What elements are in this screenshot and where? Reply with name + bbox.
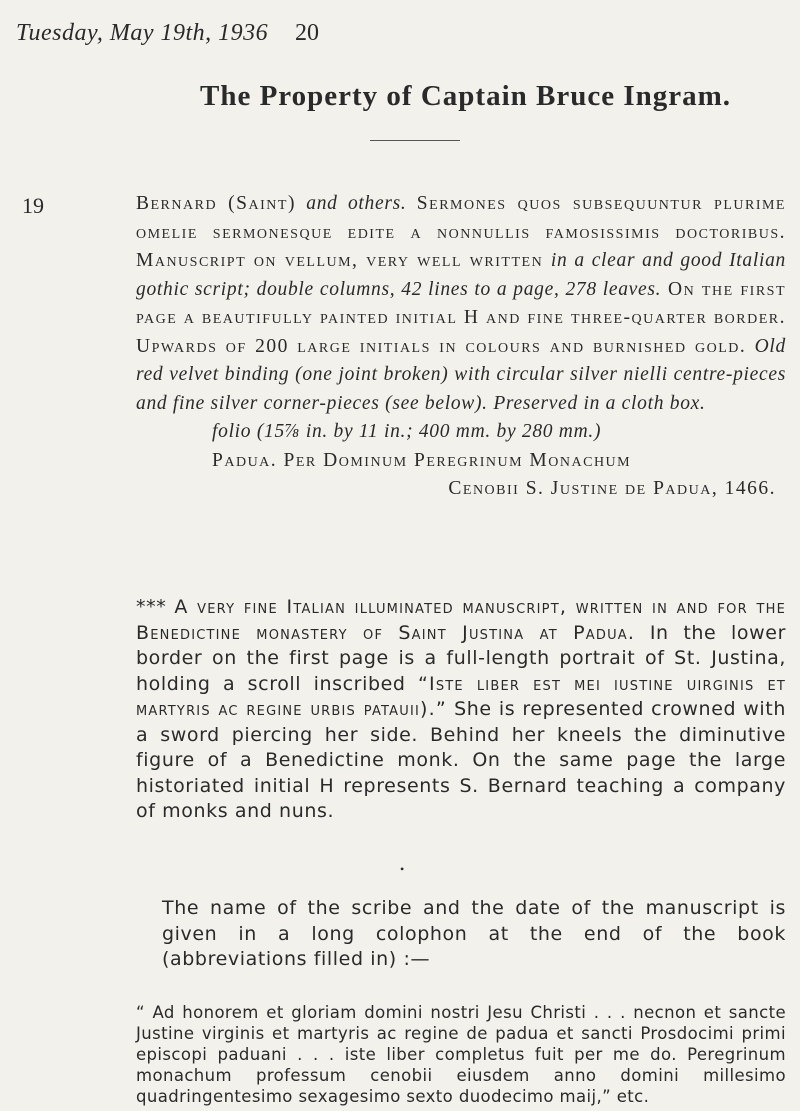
- description-body: In the lower border on the first page is a full-length portrait of St. Justina, holding a scroll inscribed: [136, 621, 786, 695]
- colophon-quote: “ Ad honorem et gloriam domini nostri Jesu Christi . . . necnon et sancte Justine virginis et martyris ac regine de padua et sancti Prosdocimi primi episcopi paduani . . . iste liber completus fuit per me do. Peregrinum monachum professum cenobii eiusdem anno domini millesimo quadringentesimo sexagesimo sexto duodecimo maij,” etc.: [136, 1003, 786, 1106]
- page-title: The Property of Captain Bruce Ingram.: [200, 80, 732, 112]
- divider: [370, 140, 460, 141]
- lot-description: [136, 595, 786, 825]
- sale-date: Tuesday, May 19th, 1936: [16, 20, 269, 46]
- lot-manuscript: Manuscript on vellum, very well written: [136, 250, 551, 271]
- lot-author-rest: and others.: [295, 193, 417, 214]
- page-number: 20: [295, 20, 319, 46]
- lot-place-line-2: Cenobii S. Justine de Padua, 1466.: [448, 478, 776, 499]
- lot-script-desc: in a clear and good Italian gothic script; double columns, 42 lines to a page, 278 leaves.: [136, 250, 786, 300]
- colophon-intro: The name of the scribe and the date of the manuscript is given in a long colophon at the end of the book (abbreviations filled in) :—: [162, 897, 786, 970]
- lot-author: Bernard (Saint): [136, 193, 296, 214]
- bullet-mark: •: [400, 862, 405, 876]
- lot-binding: Old red velvet binding (one joint broken) with circular silver nielli centre-pieces and fine silver corner-pieces (see below). Preserved in a cloth box.: [136, 335, 786, 414]
- asterism: ***: [136, 596, 175, 618]
- lot-entry: [136, 190, 786, 504]
- description-body-2: She is represented crowned with a sword piercing her side. Behind her kneels the diminutive figure of a Benedictine monk. On the same page the large historiated initial H represents S. Bernard teaching a company of monks and nuns.: [136, 698, 787, 822]
- scroll-inscription: “Iste liber est mei iustine uirginis et martyris ac regine urbis patauii).”: [136, 672, 786, 720]
- lot-first-page: On the first page a beautifully painted initial H and fine three-quarter border. Upwards of 200 large initials in colours and burnished gold.: [136, 278, 786, 357]
- description-lead: A very fine Italian illuminated manuscript, written in and for the Benedictine monastery of Saint Justina at Padua.: [136, 596, 786, 644]
- lot-number: 19: [22, 193, 44, 218]
- lot-place-line-1: Padua. Per Dominum Peregrinum Monachum: [212, 449, 632, 471]
- lot-dimensions: folio (15⅞ in. by 11 in.; 400 mm. by 280 mm.): [212, 421, 602, 442]
- lot-work-title: Sermones quos subsequuntur plurime omelie sermonesque edite a nonnullis famosissimis doctoribus.: [136, 193, 786, 243]
